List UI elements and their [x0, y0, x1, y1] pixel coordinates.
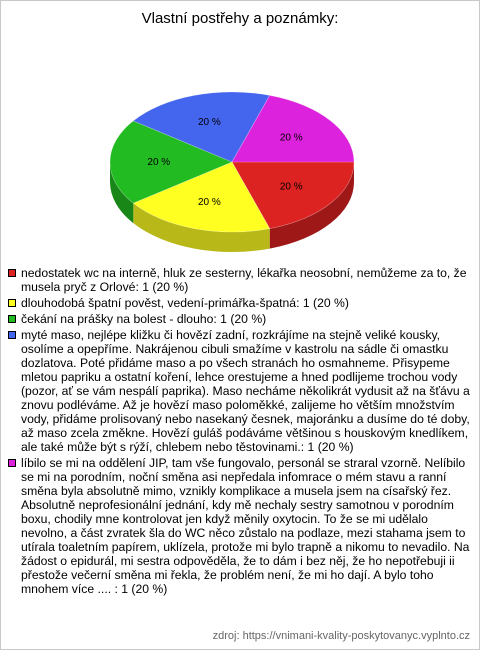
- legend-swatch: [8, 269, 16, 277]
- legend-label: čekání na prášky na bolest - dlouho: 1 (20 %): [21, 312, 267, 326]
- chart-title: Vlastní postřehy a poznámky:: [141, 10, 339, 27]
- slice-percent-label-1: 20 %: [279, 181, 303, 193]
- legend-item-4: [8, 328, 470, 454]
- legend-swatch: [8, 299, 16, 307]
- slice-percent-label-3: 20 %: [147, 157, 171, 168]
- legend-swatch: [8, 459, 16, 467]
- legend-item-2: [8, 296, 470, 310]
- legend-item-3: [8, 312, 470, 326]
- slice-percent-label-5: 20 %: [279, 132, 303, 144]
- legend-item-1: [8, 266, 470, 294]
- pie-chart: [0, 0, 480, 262]
- legend-swatch: [8, 315, 16, 323]
- legend-label: dlouhodobá špatní pověst, vedení-primářka-špatná: 1 (20 %): [21, 296, 349, 310]
- legend-label: nedostatek wc na interně, hluk ze sesterny, lékařka neosobní, nemůžeme za to, že musela pryč z Orlové: 1 (20 %): [21, 266, 467, 294]
- legend-label: myté maso, nejlépe kližku či hovězí zadní, rozkrájíme na stejně veliké kousky, osolíme a opepříme. Nakrájenou cibuli smažíme v kastrolu na sádle či omastku dozlatova. Poté přidáme maso a po všech stranách ho osmahneme. Přisypeme mletou papriku a ostatní koření, lehce orestujeme a hned podlijeme trochou vody (pozor, ať se vám nespálí paprika). Maso necháme několikrát vydusit až na šťávu a znovu podléváme. Až je hovězí maso poloměkké, zalijeme ho větším množstvím vody, přidáme prolisovaný nebo nasekaný česnek, majoránku a dusíme do té doby, až maso zcela změkne. Hovězí guláš podáváme většinou s houskovým knedlíkem, ale také může být s rýží, chlebem nebo těstovinami.: 1 (20 %): [21, 328, 470, 454]
- legend-item-5: [8, 456, 470, 596]
- legend: [8, 266, 470, 598]
- legend-swatch: [8, 331, 16, 339]
- source-note: zdroj: https://vnimani-kvality-poskytovanyc.vyplnto.cz: [212, 630, 470, 642]
- slice-percent-label-2: 20 %: [197, 196, 221, 208]
- slice-percent-label-4: 20 %: [197, 117, 221, 129]
- legend-label: líbilo se mi na oddělení JIP, tam vše fungovalo, personál se straral vzorně. Nelíbilo se mi na porodním, noční směna asi nepředala infomrace o mém stavu a ranní směna byla absolutně mimo, vznikly komplikace a musela jsem na císařský řez. Absolutně neprofesionální jednání, kdy mě nechaly sestry samotnou v porodním boxu, chodily mne kontrolovat jen když měnily oxytocin. To že se mi udělalo nevolno, a část zvratek šla do WC něco zůstalo na podlaze, mezi stahama jsem to utírala toaletním papírem, uklízela, protože mi bylo trapně a nikomu to nevadilo. Na žádost o epidurál, mi sestra odpověděla, že to dám i bez něj, že ho nepotřebuji ii přestože večerní směna mi řekla, že problém není, že mi ho dají. A bylo toho mnohem více .... : 1 (20 %): [21, 456, 470, 596]
